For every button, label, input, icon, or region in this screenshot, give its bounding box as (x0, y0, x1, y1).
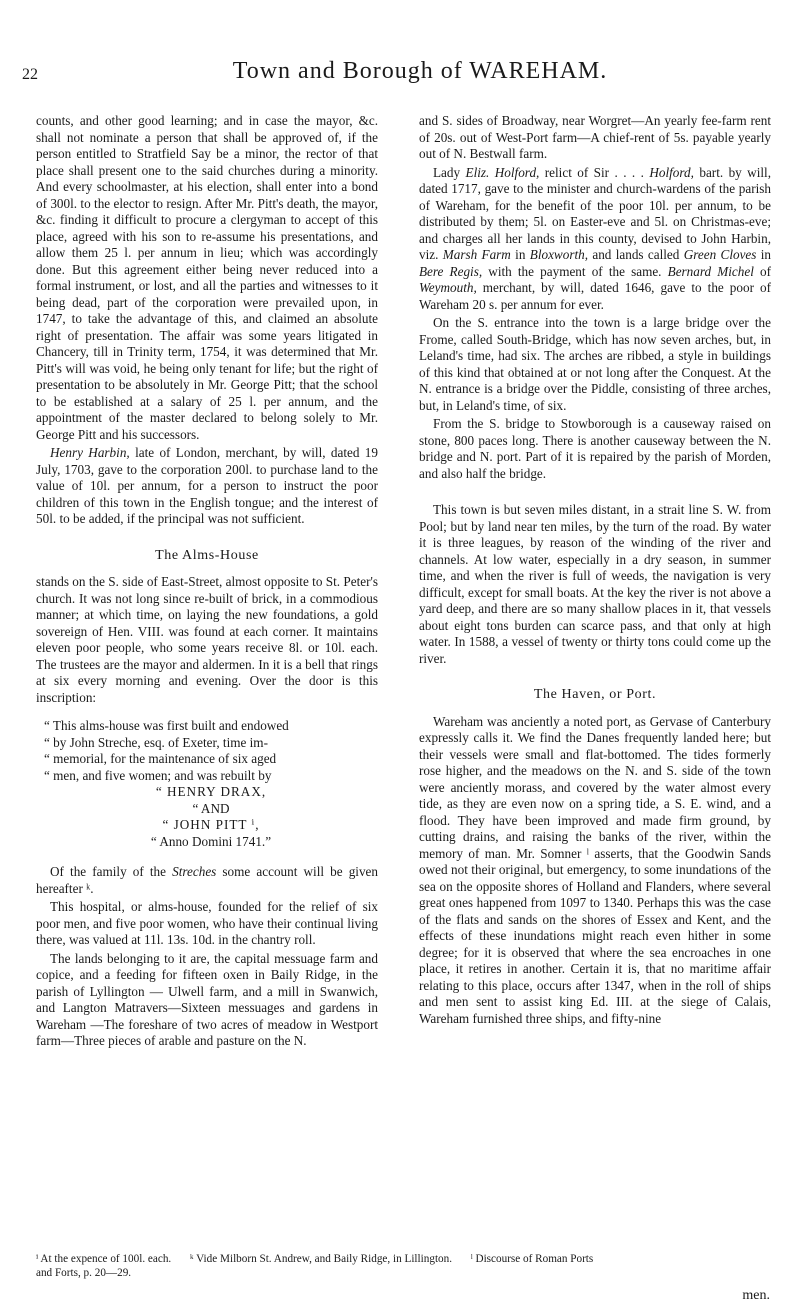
inscription-line: “ JOHN PITT ⁱ, (162, 817, 260, 832)
inscription-line: “ AND (192, 800, 230, 816)
paragraph: The lands belonging to it are, the capital messuage farm and copice, and a feeding for fifteen oxen in Baily Ridge, in the parish of Lyllington — Ulwell farm, and a mill in Swanwich, and Langton Matravers—Sixteen messuages and gardens in Wareham —The foreshare of two acres of meadow in Westport farm—Three pieces of arable and pasture on the N. (36, 950, 378, 1048)
paragraph: This hospital, or alms-house, founded for the relief of six poor men, and five poor women, who have their continual living there, was valued at 11l. 13s. 10d. in the chantry roll. (36, 899, 378, 947)
inscription-line: “ HENRY DRAX, (155, 784, 267, 799)
paragraph: On the S. entrance into the town is a large bridge over the Frome, called South-Bridge, which has now seven arches, but, in Leland's time, had six. The arches are ribbed, a style in buildings of this kind that obtained at or not long after the Conquest. At the N. entrance is a bridge over the Piddle, consisting of three arches, but, in Leland's time, of six. (419, 315, 771, 413)
paragraph: Lady Eliz. Holford, relict of Sir . . . . Holford, bart. by will, dated 1717, gave to the minister and church-wardens of the parish of Wareham, for the benefit of the poor 10l. per annum, to be distributed by them; 5l. on Easter-eve and 5l. on Christmas-eve; and charges all her lands in this county, devised to John Harbin, viz. Marsh Farm in Bloxworth, and lands called Green Cloves in Bere Regis, with the payment of the same. Bernard Michel of Weymouth, merchant, by will, dated 1646, gave to the poor of Wareham 20 s. per annum for ever. (419, 164, 772, 312)
paragraph: Wareham was anciently a noted port, as Gervase of Canterbury expressly calls it. We find the Danes frequently landed here; but their vessels were small and flat-bottomed. The tides formerly rose higher, and the meadows on the N. and S. side of the town were anciently morass, and covered by the water almost every tide, as they are even now on a spring tide, a S. E. wind, and a flood. They have been improved and made firm ground, by cutting drains, and raising the banks of the river, within the memory of man. Mr. Somner ˡ asserts, that the Goodwin Sands owed not their original, but emergency, to some inundations of the sea on the opposite shores of Holland and Flanders, where several great ones happened from 1097 to 1340. Perhaps this was the case of the flats and sands on the shores of Essex and Kent, and the effects of these inundations might reach even hither in some degree; for it is observed that where the sea encroaches in one place, it retires in another. Certain it is, that no maritime affair relating to this place, occurs after 1347, when in the roll of ships and men sent to assist king Ed. III. at the siege of Calais, Wareham furnished three ships, and fifty-nine (419, 713, 771, 1026)
inscription-line: “ by John Streche, esq. of Exeter, time im- (44, 734, 268, 750)
paragraph: Of the family of the Streches some account will be given hereafter ᵏ. (36, 864, 378, 896)
footnote-l: ˡ Discourse of Roman Ports (470, 1253, 594, 1265)
paragraph: counts, and other good learning; and in case the mayor, &c. shall not nominate a person that shall be approved of, if the person entitled to Stratfield Say be a minor, the rector of that place shall present one to the said churches during a minority. And every schoolmaster, at his election, shall enter into a bond of 300l. to the elector to resign. After Mr. Pitt's death, the mayor, &c. finding it difficult to procure a clergyman to accept of this place, agreed with his son to re-assume his presentations, and allow them 25 l. per annum in lieu; which was accordingly done. But this agreement either being never reduced into a formal instrument, or lost, and all the parties and witnesses to it being dead, part of the corporation were prevailed upon, in 1747, to take the advantage of this, and claimed an absolute right of presentation. The affair was some years litigated in Chancery, till in Trinity term, 1754, it was determined that Mr. Pitt's will was void, he being only tenant for life; but the right of presentation to be absolutely in Mr. George Pitt; that the school to be established at a salary of 25 l. per annum, and the appointment of the master declared to belong solely to Mr. George Pitt and his successors. (36, 113, 378, 442)
inscription-line: “ men, and five women; and was rebuilt by (44, 767, 272, 783)
page-number: 22 (22, 66, 38, 83)
paragraph: stands on the S. side of East-Street, almost opposite to St. Peter's church. It was not long since re-built of brick, in a commodious manner; at which time, on laying the new foundations, a gold sovereign of Hen. VIII. was found at each corner. It maintains eleven poor people, who some years receive 8l. or 10l. each. The trustees are the mayor and aldermen. In it is a bell that rings at six every morning and evening. Over the door is this inscription: (36, 574, 378, 705)
running-title: Town and Borough of WAREHAM. (232, 58, 608, 84)
footnotes (36, 1252, 771, 1280)
inscription-line: “ This alms-house was first built and endowed (44, 718, 289, 733)
person-name: Henry Harbin, (50, 445, 130, 460)
left-column (36, 113, 378, 1052)
inscription (36, 718, 378, 850)
inscription-line: “ memorial, for the maintenance of six aged (44, 751, 277, 766)
footnote-i: ⁱ At the expence of 100l. each. (36, 1253, 172, 1265)
section-heading: The Alms-House (155, 547, 259, 563)
paragraph: Henry Harbin, late of London, merchant, by will, dated 19 July, 1703, gave to the corporation 200l. to purchase land to the value of 10l. per annum, for a person to instruct the poor children of this town in the English tongue; and the interest of 50l. to be added, if the principal was not sufficient. (36, 445, 378, 526)
section-heading: The Haven, or Port. (533, 687, 657, 702)
paragraph: From the S. bridge to Stowborough is a causeway raised on stone, 800 paces long. There is another causeway between the N. bridge and N. port. Part of it is repaired by the parish of Morden, and also half the bridge. (419, 416, 771, 481)
paragraph: and S. sides of Broadway, near Worgret—An yearly fee-farm rent of 20s. out of West-Port farm—A chief-rent of 5s. payable yearly out of N. Bestwall farm. (419, 113, 771, 161)
right-column (419, 113, 771, 1029)
inscription-line: “ Anno Domini 1741.” (150, 833, 272, 849)
footnote-k: ᵏ Vide Milborn St. Andrew, and Baily Ridge, in Lillington. (190, 1253, 453, 1265)
footnote-continuation: and Forts, p. 20—29. (36, 1267, 132, 1279)
paragraph: This town is but seven miles distant, in a strait line S. W. from Pool; but by land near ten miles, by the turn of the road. By water it is three leagues, by reason of the winding of the river and channels. At low water, especially in a dry season, in summer time, and when the river is full of weeds, the navigation is very difficult, except for small boats. At the key the river is not above a yard deep, and there are so many shallow places in it, that vessels about eight tons burden can scarce pass, and that only at high water. In 1588, a vessel of twenty or thirty tons could come up the river. (419, 502, 771, 666)
catchword: men. (742, 1288, 770, 1303)
